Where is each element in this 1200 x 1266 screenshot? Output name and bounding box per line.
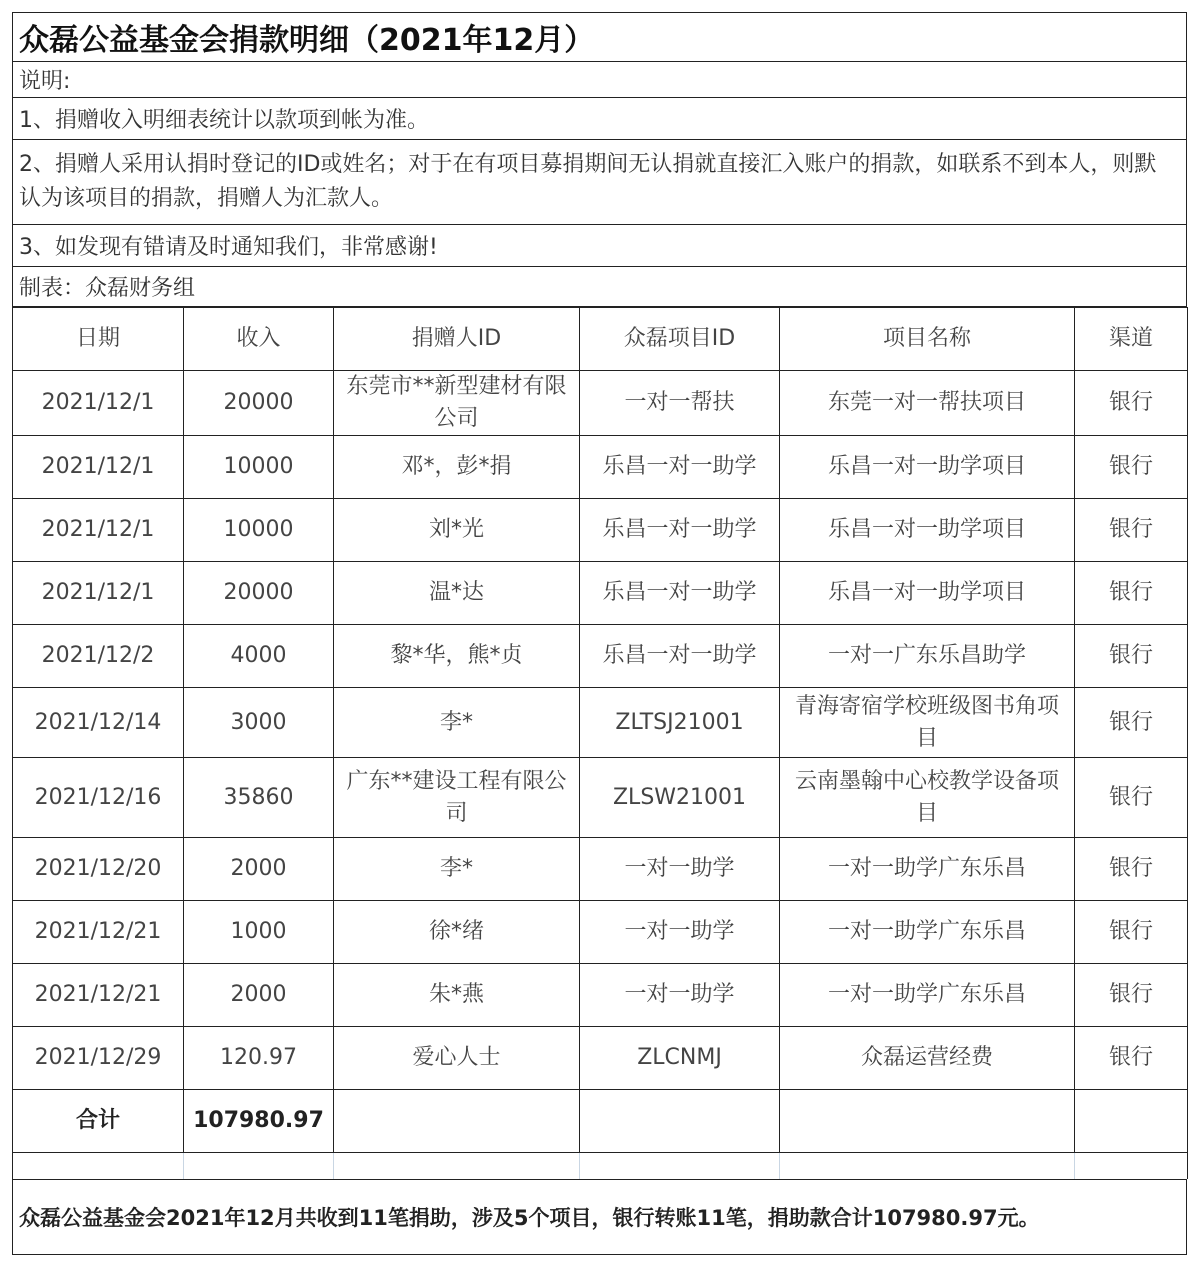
- cell-project-name: 一对一助学广东乐昌: [780, 964, 1075, 1027]
- table-row: [13, 838, 1188, 901]
- cell-channel: 银行: [1075, 1027, 1188, 1090]
- empty-cell: [334, 1090, 580, 1153]
- header-income: 收入: [184, 308, 334, 371]
- cell-project-id: 一对一助学: [580, 838, 780, 901]
- table-row: [13, 499, 1188, 562]
- table-row: [13, 1027, 1188, 1090]
- note-line-2: 2、捐赠人采用认捐时登记的ID或姓名；对于在有项目募捐期间无认捐就直接汇入账户的捐款，如联系不到本人，则默认为该项目的捐款，捐赠人为汇款人。: [12, 140, 1187, 225]
- cell-donor-id: 黎*华，熊*贞: [334, 625, 580, 688]
- cell-project-id: ZLSW21001: [580, 758, 780, 838]
- cell-income: 1000: [184, 901, 334, 964]
- cell-income: 10000: [184, 499, 334, 562]
- cell-project-id: 乐昌一对一助学: [580, 436, 780, 499]
- cell-date: 2021/12/21: [13, 901, 184, 964]
- table-row: [13, 562, 1188, 625]
- cell-date: 2021/12/14: [13, 688, 184, 758]
- cell-project-name: 东莞一对一帮扶项目: [780, 371, 1075, 436]
- cell-income: 120.97: [184, 1027, 334, 1090]
- donation-table: [12, 307, 1188, 1179]
- cell-date: 2021/12/29: [13, 1027, 184, 1090]
- cell-project-name: 众磊运营经费: [780, 1027, 1075, 1090]
- cell-donor-id: 李*: [334, 688, 580, 758]
- cell-income: 20000: [184, 371, 334, 436]
- cell-project-id: 一对一助学: [580, 964, 780, 1027]
- cell-project-name: 云南墨翰中心校教学设备项目: [780, 758, 1075, 838]
- total-label: 合计: [13, 1090, 184, 1153]
- cell-income: 2000: [184, 838, 334, 901]
- empty-cell: [184, 1153, 334, 1179]
- spacer-row: [13, 1153, 1188, 1179]
- table-row: [13, 688, 1188, 758]
- empty-cell: [780, 1090, 1075, 1153]
- cell-channel: 银行: [1075, 562, 1188, 625]
- cell-donor-id: 温*达: [334, 562, 580, 625]
- cell-income: 3000: [184, 688, 334, 758]
- table-row: [13, 964, 1188, 1027]
- empty-cell: [334, 1153, 580, 1179]
- cell-donor-id: 朱*燕: [334, 964, 580, 1027]
- cell-project-id: 乐昌一对一助学: [580, 625, 780, 688]
- header-channel: 渠道: [1075, 308, 1188, 371]
- cell-donor-id: 刘*光: [334, 499, 580, 562]
- cell-date: 2021/12/20: [13, 838, 184, 901]
- cell-income: 10000: [184, 436, 334, 499]
- cell-donor-id: 徐*绪: [334, 901, 580, 964]
- header-donor-id: 捐赠人ID: [334, 308, 580, 371]
- cell-date: 2021/12/16: [13, 758, 184, 838]
- cell-project-name: 一对一助学广东乐昌: [780, 838, 1075, 901]
- empty-cell: [580, 1153, 780, 1179]
- cell-donor-id: 爱心人士: [334, 1027, 580, 1090]
- cell-project-id: 乐昌一对一助学: [580, 562, 780, 625]
- cell-income: 20000: [184, 562, 334, 625]
- page-title: 众磊公益基金会捐款明细（2021年12月）: [12, 12, 1187, 62]
- cell-donor-id: 东莞市**新型建材有限公司: [334, 371, 580, 436]
- cell-project-id: 一对一帮扶: [580, 371, 780, 436]
- cell-project-id: 乐昌一对一助学: [580, 499, 780, 562]
- notes-heading: 说明:: [12, 62, 1187, 98]
- total-value: 107980.97: [184, 1090, 334, 1153]
- total-row: [13, 1090, 1188, 1153]
- table-header-row: [13, 308, 1188, 371]
- table-row: [13, 758, 1188, 838]
- table-row: [13, 625, 1188, 688]
- cell-project-name: 乐昌一对一助学项目: [780, 499, 1075, 562]
- cell-date: 2021/12/1: [13, 371, 184, 436]
- header-project-name: 项目名称: [780, 308, 1075, 371]
- donation-sheet: [12, 12, 1187, 1255]
- table-maker: 制表：众磊财务组: [12, 267, 1187, 307]
- header-date: 日期: [13, 308, 184, 371]
- cell-project-name: 青海寄宿学校班级图书角项目: [780, 688, 1075, 758]
- cell-channel: 银行: [1075, 436, 1188, 499]
- cell-income: 4000: [184, 625, 334, 688]
- cell-date: 2021/12/21: [13, 964, 184, 1027]
- cell-project-id: 一对一助学: [580, 901, 780, 964]
- cell-project-id: ZLTSJ21001: [580, 688, 780, 758]
- cell-project-name: 乐昌一对一助学项目: [780, 562, 1075, 625]
- empty-cell: [580, 1090, 780, 1153]
- table-row: [13, 371, 1188, 436]
- cell-channel: 银行: [1075, 901, 1188, 964]
- cell-income: 35860: [184, 758, 334, 838]
- cell-channel: 银行: [1075, 838, 1188, 901]
- cell-project-name: 一对一助学广东乐昌: [780, 901, 1075, 964]
- cell-project-name: 一对一广东乐昌助学: [780, 625, 1075, 688]
- cell-date: 2021/12/1: [13, 562, 184, 625]
- header-project-id: 众磊项目ID: [580, 308, 780, 371]
- cell-date: 2021/12/1: [13, 436, 184, 499]
- cell-channel: 银行: [1075, 758, 1188, 838]
- cell-donor-id: 邓*，彭*捐: [334, 436, 580, 499]
- note-line-1: 1、捐赠收入明细表统计以款项到帐为准。: [12, 98, 1187, 140]
- summary-text: 众磊公益基金会2021年12月共收到11笔捐助，涉及5个项目，银行转账11笔，捐助款合计107980.97元。: [12, 1179, 1187, 1255]
- cell-project-name: 乐昌一对一助学项目: [780, 436, 1075, 499]
- cell-date: 2021/12/1: [13, 499, 184, 562]
- cell-project-id: ZLCNMJ: [580, 1027, 780, 1090]
- note-line-3: 3、如发现有错请及时通知我们，非常感谢!: [12, 225, 1187, 267]
- table-row: [13, 901, 1188, 964]
- cell-channel: 银行: [1075, 688, 1188, 758]
- empty-cell: [1075, 1153, 1188, 1179]
- empty-cell: [780, 1153, 1075, 1179]
- cell-donor-id: 广东**建设工程有限公司: [334, 758, 580, 838]
- cell-channel: 银行: [1075, 499, 1188, 562]
- cell-channel: 银行: [1075, 371, 1188, 436]
- empty-cell: [1075, 1090, 1188, 1153]
- cell-channel: 银行: [1075, 625, 1188, 688]
- cell-income: 2000: [184, 964, 334, 1027]
- cell-date: 2021/12/2: [13, 625, 184, 688]
- empty-cell: [13, 1153, 184, 1179]
- table-row: [13, 436, 1188, 499]
- cell-channel: 银行: [1075, 964, 1188, 1027]
- cell-donor-id: 李*: [334, 838, 580, 901]
